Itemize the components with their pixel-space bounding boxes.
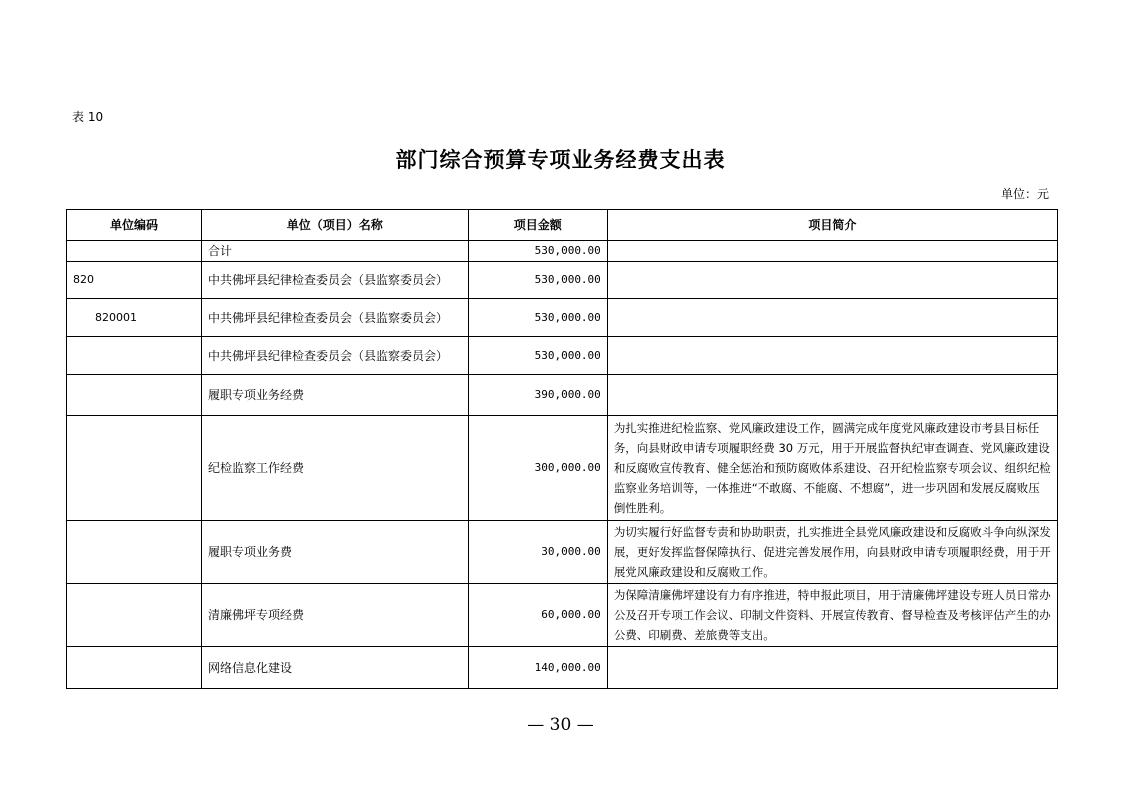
amount-cell: 140,000.00 (468, 647, 607, 689)
table-row (67, 375, 1058, 416)
amount-cell: 300,000.00 (468, 416, 607, 521)
table-row (67, 299, 1058, 337)
item-name-cell: 清廉佛坪专项经费 (201, 584, 468, 647)
table-row (67, 584, 1058, 647)
table-row (67, 416, 1058, 521)
unit-code-cell (67, 647, 202, 689)
description-cell (607, 337, 1057, 375)
unit-code-cell (67, 584, 202, 647)
amount-cell: 530,000.00 (468, 262, 607, 299)
header-desc: 项目简介 (607, 210, 1057, 241)
table-header-row (67, 210, 1058, 241)
header-amount: 项目金额 (468, 210, 607, 241)
description-cell: 为切实履行好监督专责和协助职责，扎实推进全县党风廉政建设和反腐败斗争向纵深发展，更好发挥监督保障执行、促进完善发展作用，向县财政申请专项履职经费，用于开展党风廉政建设和反腐败工作。 (607, 521, 1057, 584)
table-row (67, 262, 1058, 299)
header-code: 单位编码 (67, 210, 202, 241)
unit-code-cell (67, 337, 202, 375)
amount-cell: 390,000.00 (468, 375, 607, 416)
currency-unit: 单位：元 (1000, 187, 1049, 201)
amount-cell: 30,000.00 (468, 521, 607, 584)
item-name-cell: 中共佛坪县纪律检查委员会（县监察委员会） (201, 262, 468, 299)
description-cell: 为保障清廉佛坪建设有力有序推进，特申报此项目，用于清廉佛坪建设专班人员日常办公及召开专项工作会议、印制文件资料、开展宣传教育、督导检查及考核评估产生的办公费、印刷费、差旅费等支出。 (607, 584, 1057, 647)
item-name-cell: 中共佛坪县纪律检查委员会（县监察委员会） (201, 299, 468, 337)
page-number: — 30 — (527, 715, 594, 735)
item-name-cell: 合计 (201, 241, 468, 262)
table-number: 表 10 (72, 110, 104, 124)
description-cell (607, 299, 1057, 337)
table-row (67, 337, 1058, 375)
description-cell (607, 375, 1057, 416)
amount-cell: 530,000.00 (468, 337, 607, 375)
amount-cell: 530,000.00 (468, 241, 607, 262)
description-cell (607, 241, 1057, 262)
item-name-cell: 中共佛坪县纪律检查委员会（县监察委员会） (201, 337, 468, 375)
table-row (67, 521, 1058, 584)
unit-code-cell: 820 (67, 262, 202, 299)
unit-code-cell (67, 375, 202, 416)
table-row (67, 647, 1058, 689)
unit-code-cell (67, 241, 202, 262)
unit-code-cell (67, 521, 202, 584)
header-name: 单位（项目）名称 (201, 210, 468, 241)
amount-cell: 530,000.00 (468, 299, 607, 337)
table-row (67, 241, 1058, 262)
item-name-cell: 纪检监察工作经费 (201, 416, 468, 521)
unit-code-cell (67, 416, 202, 521)
unit-code-cell: 820001 (67, 299, 202, 337)
description-cell: 为扎实推进纪检监察、党风廉政建设工作，圆满完成年度党风廉政建设市考县目标任务，向县财政申请专项履职经费 30 万元，用于开展监督执纪审查调查、党风廉政建设和反腐败宣传教育、健全惩治和预防腐败体系建设、召开纪检监察专项会议、组织纪检监察业务培训等，一体推进“不敢腐、不能腐、不想腐”，进一步巩固和发展反腐败压倒性胜利。 (607, 416, 1057, 521)
page-title: 部门综合预算专项业务经费支出表 (395, 147, 726, 172)
amount-cell: 60,000.00 (468, 584, 607, 647)
item-name-cell: 履职专项业务经费 (201, 375, 468, 416)
item-name-cell: 网络信息化建设 (201, 647, 468, 689)
description-cell (607, 647, 1057, 689)
description-cell (607, 262, 1057, 299)
item-name-cell: 履职专项业务费 (201, 521, 468, 584)
budget-table (66, 209, 1058, 689)
